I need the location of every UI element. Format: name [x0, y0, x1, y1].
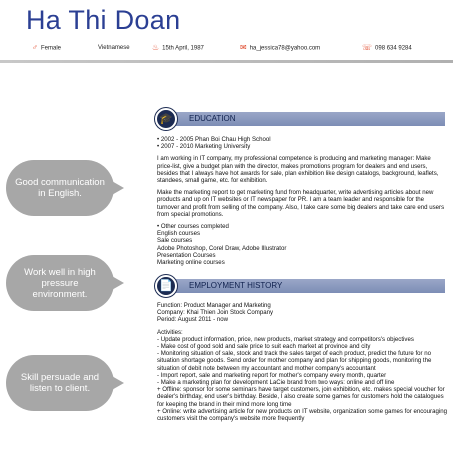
activity-item: + Online: write advertising article for new products on IT website, organization some games for encouraging customers visit the company's website more frequently: [157, 407, 447, 423]
activity-item: - Monitoring situation of sale, stock and track the sales target of each product, predict the future for no situation shortage goods. Send order for mother company and plan for shipping goods, monitoring the situation of debit note between my accountant and mother company's accountant: [157, 350, 432, 372]
course-item: English courses: [157, 230, 201, 238]
nationality-text: Vietnamese: [98, 45, 130, 51]
activities-title: Activities:: [157, 328, 183, 336]
school-item: • 2002 - 2005 Phan Boi Chau High School: [157, 136, 447, 143]
graduation-cap-icon: 🎓: [155, 108, 177, 130]
personal-info-row: [30, 42, 435, 54]
email-text[interactable]: ha_jessica78@yahoo.com: [249, 45, 321, 52]
course-item: Marketing online courses: [157, 259, 225, 267]
education-paragraph: I am working in IT company, my professional competence is producing and marketing manager: Make price-list, give a budget plan with the director, makes promotions program for dealers and end users, besides that I always have hot awards for sale, plan exhibition like design catalogs, background, leaflets, standees, small game, etc. for exhibition.: [157, 155, 439, 185]
activity-item: - Make a marketing plan for development LaCie brand from two ways: online and off line: [157, 379, 395, 387]
skill-text: Skill persuade and listen to client.: [20, 372, 100, 394]
activity-item: - Update product information, price, new products, market strategy and competitors's objectives: [157, 335, 414, 343]
resume-document-icon: 📄: [155, 275, 177, 297]
nationality-item: [98, 42, 130, 54]
candidate-name: Ha Thi Doan: [26, 5, 181, 35]
school-item: • 2007 - 2010 Marketing University: [157, 143, 447, 150]
education-paragraph: Make the marketing report to get marketing fund from headquarter, write advertising articles about new products and up on IT websites or IT newspaper for PR. I am a team leader and responsible for the turnover and profit from selling of the company. Also, I take care some big dealers and take care end users from special promotions.: [157, 189, 445, 218]
phone-icon: ☏: [362, 43, 373, 52]
birthday-cake-icon: ♨: [152, 43, 160, 52]
course-item: Adobe Photoshop, Corel Draw, Adobe Illustrator: [157, 244, 287, 252]
education-header: [155, 108, 445, 130]
education-title: EDUCATION: [167, 112, 445, 126]
activity-item: - Make cost of good sold and sale price to suit each market at province and city: [157, 343, 371, 351]
course-item: Sale courses: [157, 237, 193, 245]
skill-bubble-pressure: [6, 255, 114, 311]
birthday-text: 15th April, 1987: [162, 45, 204, 52]
skill-text: Good communication in English.: [15, 177, 105, 199]
skill-bubble-persuade: [6, 355, 114, 411]
job-period: Period: August 2011 - now: [157, 316, 229, 324]
employment-content: [157, 302, 447, 422]
skills-sidebar: [0, 63, 129, 453]
job-function: Function: Product Manager and Marketing: [157, 302, 271, 309]
phone-item: [362, 42, 412, 55]
other-courses-title: • Other courses completed: [157, 223, 447, 230]
female-icon: ♂: [32, 43, 38, 52]
gender-item: [32, 42, 61, 55]
job-company: Company: Khai Thien Join Stock Company: [157, 309, 274, 317]
gender-text: Female: [41, 45, 62, 52]
email-icon: ✉: [240, 43, 247, 52]
course-item: Presentation Courses: [157, 251, 216, 259]
email-item[interactable]: [240, 42, 320, 55]
birthday-item: [152, 42, 204, 55]
skill-bubble-communication: [6, 160, 114, 216]
activity-item: - Import report, sale and marketing report for mother's company every month, quarter: [157, 371, 387, 379]
employment-header: [155, 275, 445, 297]
employment-title: EMPLOYMENT HISTORY: [167, 279, 445, 293]
skill-text: Work well in high pressure environment.: [24, 266, 96, 300]
education-content: [157, 136, 447, 266]
phone-text: 098 634 9284: [375, 45, 412, 52]
activity-item: + Offline: sponsor for some seminars have target customers, join exhibition, etc. makes special voucher for dealer's birthday, end user's birthday. Beside, I also create some games for customers hold the catalogues for keeping the brand in their mind more long time: [157, 386, 445, 408]
